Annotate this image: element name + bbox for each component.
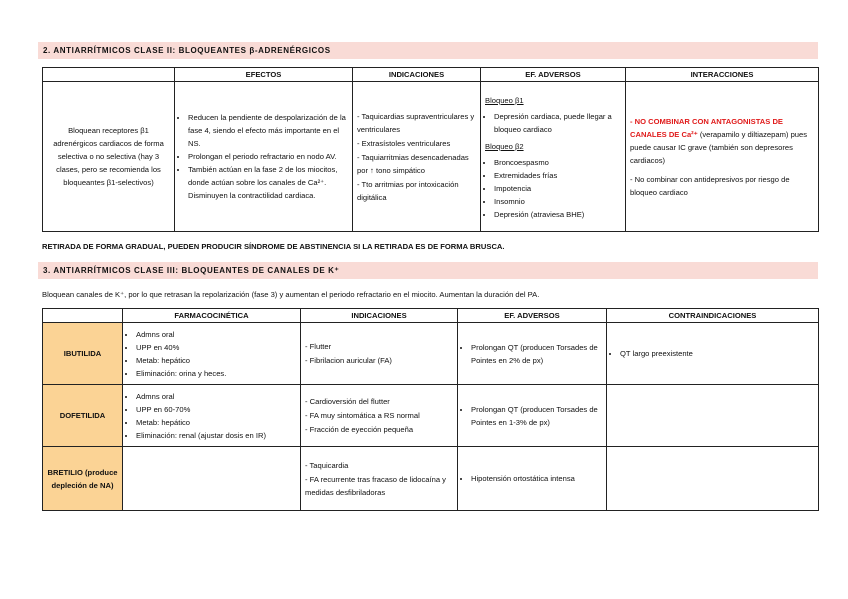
pk-item: • Admns oral (136, 390, 296, 403)
section3-header-indications: INDICACIONES (301, 309, 458, 323)
effect-item: • También actúan en la fase 2 de los miocitos, donde actúan sobre los canales de Ca²⁺. Disminuyen la contractilidad cardiaca. (188, 163, 348, 202)
adverse-item: • Extremidades frías (494, 169, 621, 182)
section2-interactions-cell (626, 82, 819, 232)
pk-item: • Metab: hepático (136, 354, 296, 367)
drug-name: DOFETILIDA (43, 385, 123, 447)
section2-header-row (43, 68, 819, 82)
adverse-item: • Insomnio (494, 195, 621, 208)
contra-cell (607, 385, 819, 447)
indication-item: - Fracción de eyección pequeña (305, 425, 414, 434)
pk-item: • UPP en 60-70% (136, 403, 296, 416)
interaction-item-1 (630, 115, 814, 167)
section2-header-interactions: INTERACCIONES (626, 68, 819, 82)
effects-list (179, 111, 348, 202)
indication-cell (301, 323, 458, 385)
indication-item: - Cardioversión del flutter (305, 397, 390, 406)
interaction-item-2: - No combinar con antidepresivos por riesgo de bloqueo cardiaco (630, 174, 790, 197)
indication-item: - Taquiarritmias desencadenadas por ↑ tono simpático (357, 152, 469, 175)
adverse-item: • Hipotensión ortostática intensa (471, 472, 602, 485)
indication-item: - Taquicardias supraventriculares y ventriculares (357, 111, 475, 134)
section2-effects-cell (175, 82, 353, 232)
section2-header-adverse: EF. ADVERSOS (481, 68, 626, 82)
interaction-warning: NO COMBINAR CON ANTAGONISTAS DE CANALES DE Ca²⁺ (630, 116, 783, 139)
section2-indications-cell (353, 82, 481, 232)
pk-cell (123, 385, 301, 447)
section2-title: 2. ANTIARRÍTMICOS CLASE II: BLOQUEANTES β-ADRENÉRGICOS (43, 46, 331, 55)
drug-name: IBUTILIDA (43, 323, 123, 385)
adverse-item: • Broncoespasmo (494, 156, 621, 169)
section3-header-empty (43, 309, 123, 323)
interaction-dash: - (630, 116, 635, 126)
section3-table (42, 308, 819, 511)
section3-header-row (43, 309, 819, 323)
section2-adverse-cell (481, 82, 626, 232)
pk-item: • Metab: hepático (136, 416, 296, 429)
adverse-item: • Prolongan QT (producen Torsades de Pointes en 1-3% de px) (471, 403, 602, 429)
section2-header-empty (43, 68, 175, 82)
section2-title-band (38, 42, 818, 59)
indication-item: - Taquicardia (305, 460, 349, 470)
section2-header-indications: INDICACIONES (353, 68, 481, 82)
pk-item: • UPP en 40% (136, 341, 296, 354)
adverse-item: • Depresión (atraviesa BHE) (494, 208, 621, 221)
section2-description: Bloquean receptores β1 adrenérgicos cardiacos de forma selectiva o no selectiva (hay 3 clases, pero se recomienda los bloqueantes β1-selectivos) (43, 82, 175, 232)
pk-item: • Admns oral (136, 328, 296, 341)
indication-cell (301, 447, 458, 511)
indication-item: - FA recurrente tras fracaso de lidocaína y medidas desfibriladoras (305, 474, 446, 497)
pk-item: • Eliminación: renal (ajustar dosis en IR) (136, 429, 296, 442)
indication-item: - Flutter (305, 342, 332, 351)
table-row (43, 447, 819, 511)
effect-item: • Reducen la pendiente de despolarización de la fase 4, siendo el efecto más importante en el NS. (188, 111, 348, 150)
section2-table (42, 67, 819, 232)
contra-cell (607, 323, 819, 385)
drug-name: BRETILIO (produce depleción de NA) (43, 447, 123, 511)
pk-cell (123, 447, 301, 511)
pk-cell (123, 323, 301, 385)
section3-header-adverse: EF. ADVERSOS (458, 309, 607, 323)
adverse-b1-label: Bloqueo β1 (485, 95, 524, 105)
interaction-warning-rest: (verapamilo y diltiazepam) pues puede causar IC grave (también son depresores cardiacos) (630, 129, 808, 165)
adverse-b2-label: Bloqueo β2 (485, 141, 524, 151)
indication-item: - Extrasístoles ventriculares (357, 138, 451, 148)
section3-header-contra: CONTRAINDICACIONES (607, 309, 819, 323)
adverse-cell (458, 447, 607, 511)
adverse-cell (458, 323, 607, 385)
adverse-b1-list (485, 110, 621, 136)
indication-item: - Tto arritmias por intoxicación digitálica (357, 179, 459, 202)
adverse-b2-list (485, 156, 621, 221)
adverse-cell (458, 385, 607, 447)
indication-cell (301, 385, 458, 447)
contra-item: • QT largo preexistente (620, 347, 814, 360)
pk-item: • Eliminación: orina y heces. (136, 367, 296, 380)
section2-header-effects: EFECTOS (175, 68, 353, 82)
indication-item: - FA muy sintomática a RS normal (305, 411, 420, 420)
section2-body-row (43, 82, 819, 232)
section2-note: RETIRADA DE FORMA GRADUAL, PUEDEN PRODUCIR SÍNDROME DE ABSTINENCIA SI LA RETIRADA ES DE FORMA BRUSCA. (42, 242, 505, 251)
adverse-item: • Impotencia (494, 182, 621, 195)
section3-intro: Bloquean canales de K⁺, por lo que retrasan la repolarización (fase 3) y aumentan el periodo refractario en el miocito. Aumentan la duración del PA. (42, 290, 540, 299)
contra-cell (607, 447, 819, 511)
table-row (43, 323, 819, 385)
adverse-item: • Prolongan QT (producen Torsades de Pointes en 2% de px) (471, 341, 602, 367)
table-row (43, 385, 819, 447)
indication-item: - Fibrilacion auricular (FA) (305, 356, 392, 365)
section3-title: 3. ANTIARRÍTMICOS CLASE III: BLOQUEANTES DE CANALES DE K⁺ (43, 266, 340, 275)
section3-header-pk: FARMACOCINÉTICA (123, 309, 301, 323)
adverse-item: • Depresión cardiaca, puede llegar a bloqueo cardiaco (494, 110, 621, 136)
effect-item: • Prolongan el periodo refractario en nodo AV. (188, 150, 348, 163)
section3-title-band (38, 262, 818, 279)
